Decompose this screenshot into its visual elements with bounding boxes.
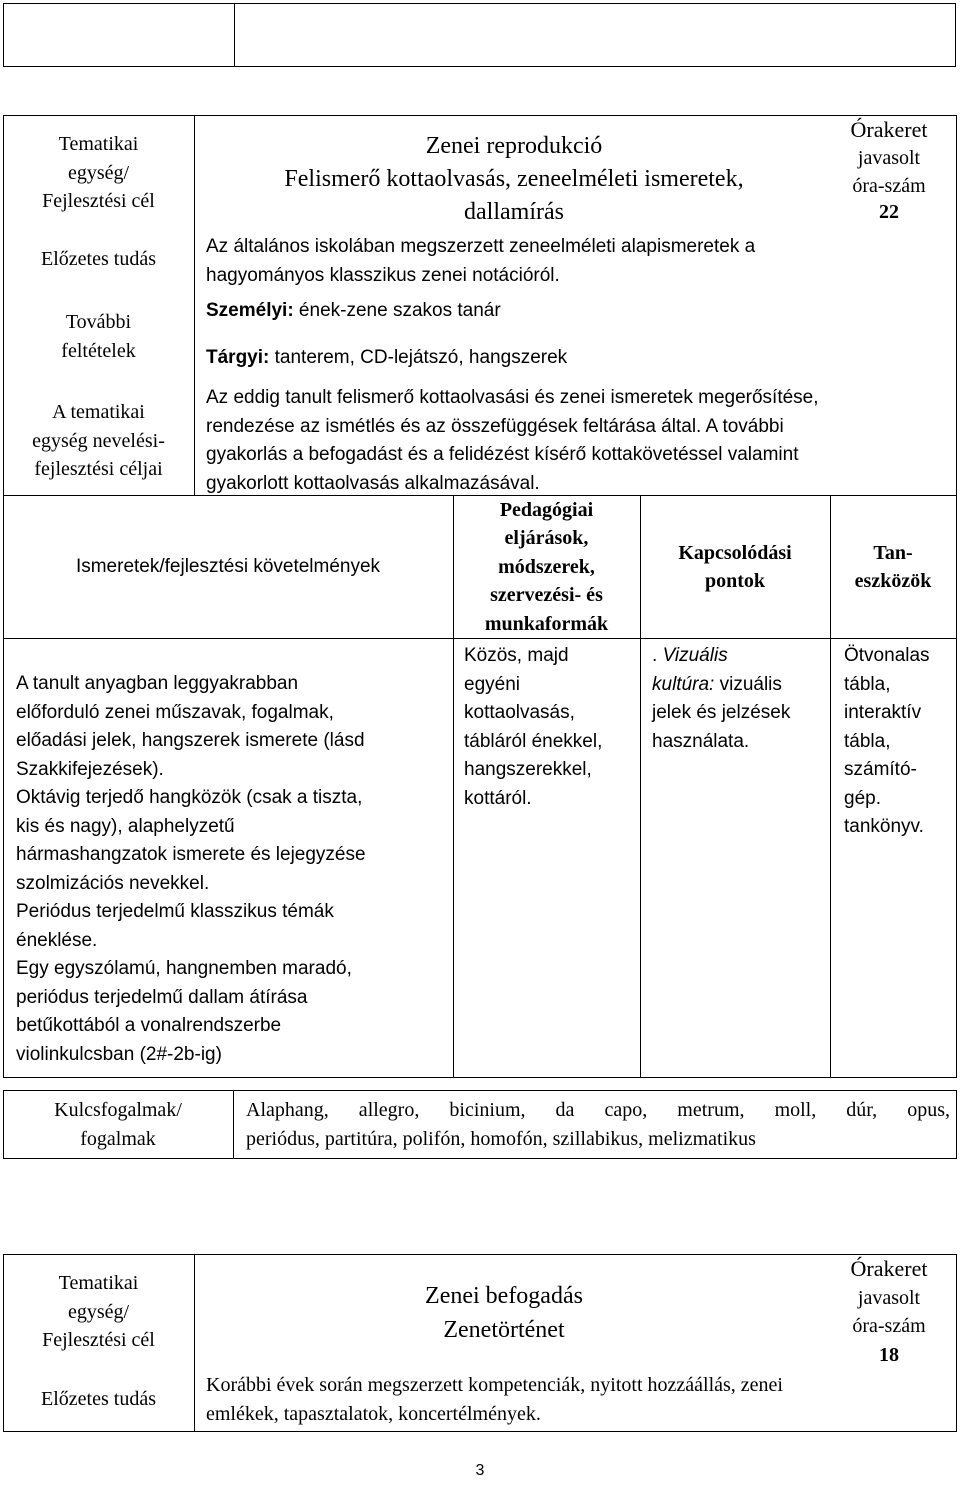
tools-text: Ötvonalas tábla, interaktív tábla, számító- gép. tankönyv. (844, 645, 930, 837)
unit-label: Tematikai egység/ Fejlesztési cél (42, 133, 155, 212)
prior-text-2: Korábbi évek során megszerzett kompetenciák, nyitott hozzáállás, zenei emlékek, tapasztalatok, koncertélmények. (206, 1374, 783, 1425)
header-left-box (3, 3, 235, 67)
header-right-box (234, 3, 956, 67)
hours-block-2: Órakeret javasolt óra-szám 18 (818, 1255, 960, 1369)
prior-text: Az általános iskolában megszerzett zeneelméleti alapismeretek a hagyományos klasszikus zenei notációról. (206, 236, 756, 286)
col-header-connections: Kapcsolódási pontok (678, 541, 792, 592)
hours-block: Órakeret javasolt óra-szám 22 (818, 116, 960, 224)
connections-text: . Vizuális kultúra: vizuális jelek és jelzések használata. (652, 645, 791, 752)
unit-label-2: Tematikai egység/ Fejlesztési cél (42, 1272, 155, 1351)
conditions-material: Tárgyi: tanterem, CD-lejátszó, hangszerek (206, 347, 568, 368)
hours-value-2: 18 (879, 1343, 899, 1366)
goals-label: A tematikai egység nevelési- fejlesztési céljai (32, 401, 165, 480)
unit-title: Zenei reprodukció Felismerő kottaolvasás, zeneelméleti ismeretek, dallamírás (284, 133, 744, 225)
prior-label-2: Előzetes tudás (41, 1388, 156, 1410)
goals-text: Az eddig tanult felismerő kottaolvasási és zenei ismeretek megerősítése, rendezése az ismétlés és az összefüggések feltárása által. A további gyakorlás a befogadást és a felidézést kísérő kottakövetéssel valamint gyakorlott kottaolvasás alkalmazásával. (206, 387, 819, 494)
col-header-methods: Pedagógiai eljárások, módszerek, szervezési- és munkaformák (484, 498, 609, 635)
prior-label: Előzetes tudás (41, 248, 156, 270)
unit-title-2: Zenei befogadás Zenetörténet (425, 1283, 583, 1343)
key-concepts-label: Kulcsfogalmak/ fogalmak (54, 1099, 182, 1150)
page-number: 3 (475, 1462, 485, 1479)
methods-text: Közös, majd egyéni kottaolvasás, tábláról énekkel, hangszerekkel, kottáról. (464, 645, 603, 809)
hours-value: 22 (879, 201, 899, 223)
requirements-text: A tanult anyagban leggyakrabban előforduló zenei műszavak, fogalmak, előadási jelek, hangszerek ismerete (lásd Szakkifejezések). Oktávig terjedő hangközök (csak a tiszta, kis és nagy), alaphelyzetű hármashangzatok ismerete és lejegyzése szolmizációs nevekkel. Periódus terjedelmű klasszikus témák éneklése. Egy egyszólamú, hangnemben maradó, periódus terjedelmű dallam átírása betűkottából a vonalrendszerbe violinkulcsban (2#-2b-ig) (16, 673, 366, 1065)
conditions-label: További feltételek (61, 311, 136, 362)
col-header-tools: Tan- eszközök (854, 541, 932, 592)
conditions-personal: Személyi: ének-zene szakos tanár (206, 300, 501, 321)
key-concepts-text: Alaphang, allegro, bicinium, da capo, metrum, moll, dúr, opus, periódus, partitúra, polifón, homofón, szillabikus, melizmatikus (246, 1099, 950, 1150)
col-header-requirements: Ismeretek/fejlesztési követelmények (75, 556, 381, 577)
